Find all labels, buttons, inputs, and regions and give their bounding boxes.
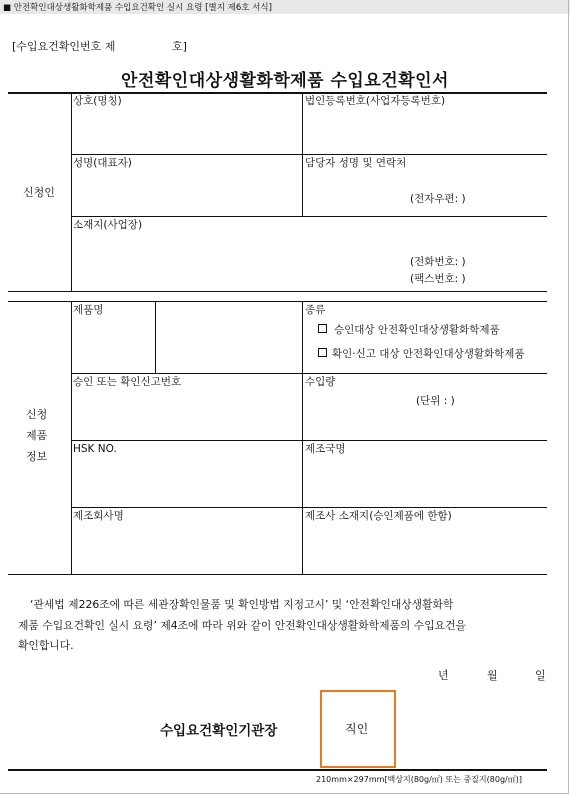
corp-reg-no-label: 법인등록번호(사업자등록번호) <box>305 95 446 107</box>
confirmation-number-label: [수입요건확인번호 제 <box>12 40 116 53</box>
product-row-line <box>71 440 547 441</box>
date-year: 년 <box>438 669 449 682</box>
confirmation-statement <box>18 595 548 657</box>
seal-label: 직인 <box>345 722 369 736</box>
product-divider <box>71 301 72 574</box>
fax-label: (팩스번호: ) <box>410 273 466 285</box>
form-reference: ■ 안전확인대상생활화학제품 수입요건확인 실시 요령 [별지 제6호 서식] <box>3 3 272 13</box>
report-target-label: 확인·신고 대상 안전확인대상생활화학제품 <box>332 348 525 360</box>
applicant-bottom-border <box>8 291 547 292</box>
manufacturer-address-label: 제조사 소재지(승인제품에 한함) <box>305 510 452 522</box>
hsk-number-label: HSK NO. <box>73 443 117 455</box>
approval-target-checkbox[interactable] <box>318 324 327 333</box>
confirmation-number-suffix: 호] <box>172 40 187 53</box>
contact-label: 담당자 성명 및 연락처 <box>305 157 407 169</box>
product-top-border <box>8 301 547 302</box>
product-section-label-1: 신청 <box>26 408 48 421</box>
product-name-label: 제품명 <box>73 304 104 316</box>
product-row-line <box>71 507 547 508</box>
date-day: 일 <box>535 669 546 682</box>
report-target-checkbox[interactable] <box>318 348 327 357</box>
category-label: 종류 <box>305 304 326 316</box>
applicant-row-line <box>71 216 547 217</box>
statement-line-2: 제품 수입요건확인 실시 요령’ 제4조에 따라 위와 같이 안전확인대상생활화학제품의 수입요건을 <box>18 618 466 632</box>
approval-target-label: 승인대상 안전확인대상생활화학제품 <box>334 324 500 336</box>
product-middle-divider <box>302 301 303 574</box>
applicant-top-border <box>8 92 547 94</box>
product-name-divider <box>155 301 156 373</box>
statement-line-3: 확인합니다. <box>18 639 74 652</box>
phone-label: (전화번호: ) <box>410 256 466 268</box>
representative-label: 성명(대표자) <box>73 157 132 169</box>
applicant-section-label: 신청인 <box>23 186 55 199</box>
product-bottom-border <box>8 574 547 575</box>
product-section-label-3: 정보 <box>26 450 48 463</box>
country-label: 제조국명 <box>305 443 346 455</box>
paper-spec: 210mm×297mm[백상지(80g/㎡) 또는 중질지(80g/㎡)] <box>316 775 522 784</box>
email-label: (전자우편: ) <box>410 193 466 205</box>
manufacturer-label: 제조회사명 <box>73 510 124 522</box>
statement-line-1: ‘관세법 제226조에 따른 세관장확인물품 및 확인방법 지정고시’ 및 ‘안전확인대상생활화학 <box>30 598 454 611</box>
applicant-row-line <box>71 154 547 155</box>
date-month: 월 <box>487 669 498 682</box>
issuing-officer-title: 수입요건확인기관장 <box>160 723 278 739</box>
address-label: 소재지(사업장) <box>73 219 143 231</box>
bottom-border <box>8 769 547 771</box>
company-name-label: 상호(명칭) <box>73 95 122 107</box>
applicant-divider <box>71 92 72 291</box>
approval-number-label: 승인 또는 확인신고번호 <box>73 376 182 388</box>
import-quantity-label: 수입량 <box>305 376 336 388</box>
product-section-label-2: 제품 <box>26 429 48 442</box>
product-row-line <box>71 373 547 374</box>
page-title: 안전확인대상생활화학제품 수입요건확인서 <box>121 71 449 91</box>
unit-label: (단위 : ) <box>416 395 455 407</box>
